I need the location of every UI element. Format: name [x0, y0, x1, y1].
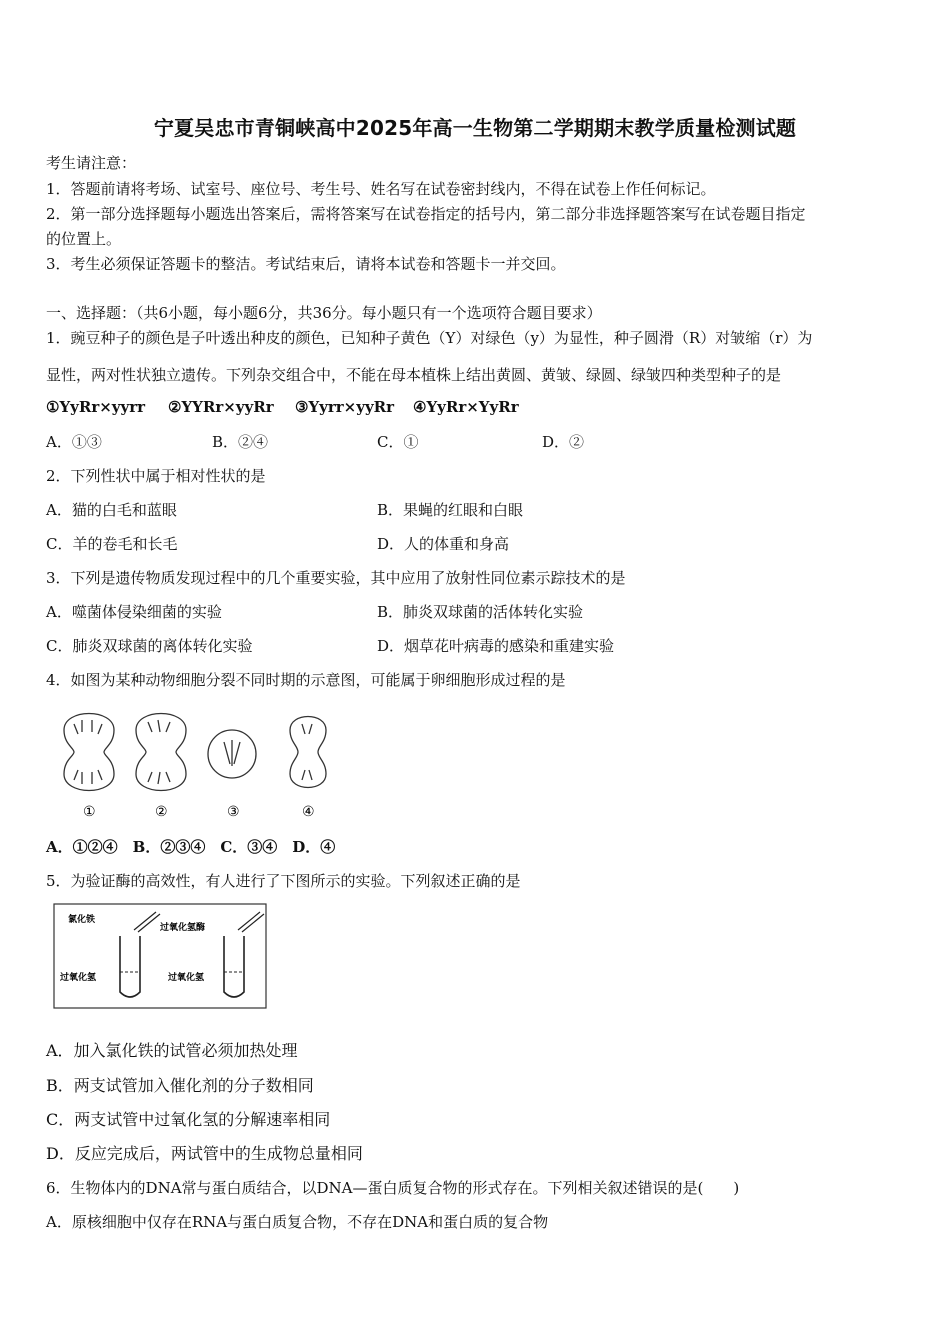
q2-stem: 2．下列性状中属于相对性状的是: [46, 467, 266, 485]
label-ferric-chloride: 氯化铁: [68, 915, 96, 925]
label-h2o2-right: 过氧化氢: [168, 973, 205, 983]
q4-options: A．①②④ B．②③④ C．③④ D．④: [46, 838, 336, 856]
figure-label-1: ①: [83, 804, 96, 820]
cell-1: [64, 714, 114, 791]
q1-option-c: C．①: [377, 433, 419, 451]
notice-heading: 考生请注意：: [46, 154, 137, 172]
q5-option-a: A．加入氯化铁的试管必须加热处理: [46, 1041, 298, 1060]
page-title: 宁夏吴忠市青铜峡高中2025年高一生物第二学期期末教学质量检测试题: [153, 116, 797, 140]
q1-combo-3: ③Yyrr×yyRr: [295, 398, 395, 416]
section-heading: 一、选择题：（共6小题，每小题6分，共36分。每小题只有一个选项符合题目要求）: [46, 304, 602, 322]
label-h2o2-left: 过氧化氢: [60, 973, 97, 983]
q1-combo-2: ②YYRr×yyRr: [168, 398, 274, 416]
q5-option-d: D．反应完成后，两试管中的生成物总量相同: [46, 1144, 363, 1163]
q3-stem: 3．下列是遗传物质发现过程中的几个重要实验，其中应用了放射性同位素示踪技术的是: [46, 569, 626, 587]
notice-item-1: 1．答题前请将考场、试室号、座位号、考生号、姓名写在试卷密封线内，不得在试卷上作任何标记。: [46, 180, 716, 198]
notice-item-3: 3．考生必须保证答题卡的整洁。考试结束后，请将本试卷和答题卡一并交回。: [46, 255, 566, 273]
tube-left: [120, 912, 160, 997]
test-tube-figure: [52, 902, 270, 1010]
q4-stem: 4．如图为某种动物细胞分裂不同时期的示意图，可能属于卵细胞形成过程的是: [46, 671, 566, 689]
q3-option-b: B．肺炎双球菌的活体转化实验: [377, 603, 584, 621]
q1-option-d: D．②: [542, 433, 585, 451]
q1-combo-1: ①YyRr×yyrr: [46, 398, 146, 416]
q6-stem: 6．生物体内的DNA常与蛋白质结合，以DNA—蛋白质复合物的形式存在。下列相关叙述错误的是( ): [46, 1179, 740, 1197]
cell-2: [136, 714, 186, 791]
figure-label-4: ④: [302, 804, 315, 820]
q5-option-c: C．两支试管中过氧化氢的分解速率相同: [46, 1110, 331, 1129]
q2-option-d: D．人的体重和身高: [377, 535, 510, 553]
q2-option-a: A．猫的白毛和蓝眼: [46, 501, 177, 519]
notice-item-2-cont: 的位置上。: [46, 230, 122, 248]
cell-3: [208, 730, 256, 778]
notice-item-2: 2．第一部分选择题每小题选出答案后，需将答案写在试卷指定的括号内，第二部分非选择题答案写在试卷题目指定: [46, 205, 806, 223]
q1-stem-line2: 显性，两对性状独立遗传。下列杂交组合中，不能在母本植株上结出黄圆、黄皱、绿圆、绿皱四种类型种子的是: [46, 366, 782, 384]
q2-option-c: C．羊的卷毛和长毛: [46, 535, 178, 553]
q2-option-b: B．果蝇的红眼和白眼: [377, 501, 524, 519]
q5-stem: 5．为验证酶的高效性，有人进行了下图所示的实验。下列叙述正确的是: [46, 872, 521, 890]
q5-option-b: B．两支试管加入催化剂的分子数相同: [46, 1076, 314, 1095]
q1-stem-line1: 1．豌豆种子的颜色是子叶透出种皮的颜色，已知种子黄色（Y）对绿色（y）为显性，种子圆滑（R）对皱缩（r）为: [46, 329, 813, 347]
label-catalase: 过氧化氢酶: [160, 923, 206, 933]
q1-option-a: A．①③: [46, 433, 102, 451]
q6-option-a: A．原核细胞中仅存在RNA与蛋白质复合物，不存在DNA和蛋白质的复合物: [46, 1213, 549, 1231]
cell-division-figure: [46, 700, 346, 822]
q1-option-b: B．②④: [212, 433, 269, 451]
figure-label-3: ③: [227, 804, 240, 820]
figure-label-2: ②: [155, 804, 168, 820]
q3-option-a: A．噬菌体侵染细菌的实验: [46, 603, 222, 621]
q3-option-c: C．肺炎双球菌的离体转化实验: [46, 637, 253, 655]
q3-option-d: D．烟草花叶病毒的感染和重建实验: [377, 637, 615, 655]
tube-right: [224, 912, 264, 997]
q1-combo-4: ④YyRr×YyRr: [413, 398, 519, 416]
cell-4: [290, 717, 326, 788]
